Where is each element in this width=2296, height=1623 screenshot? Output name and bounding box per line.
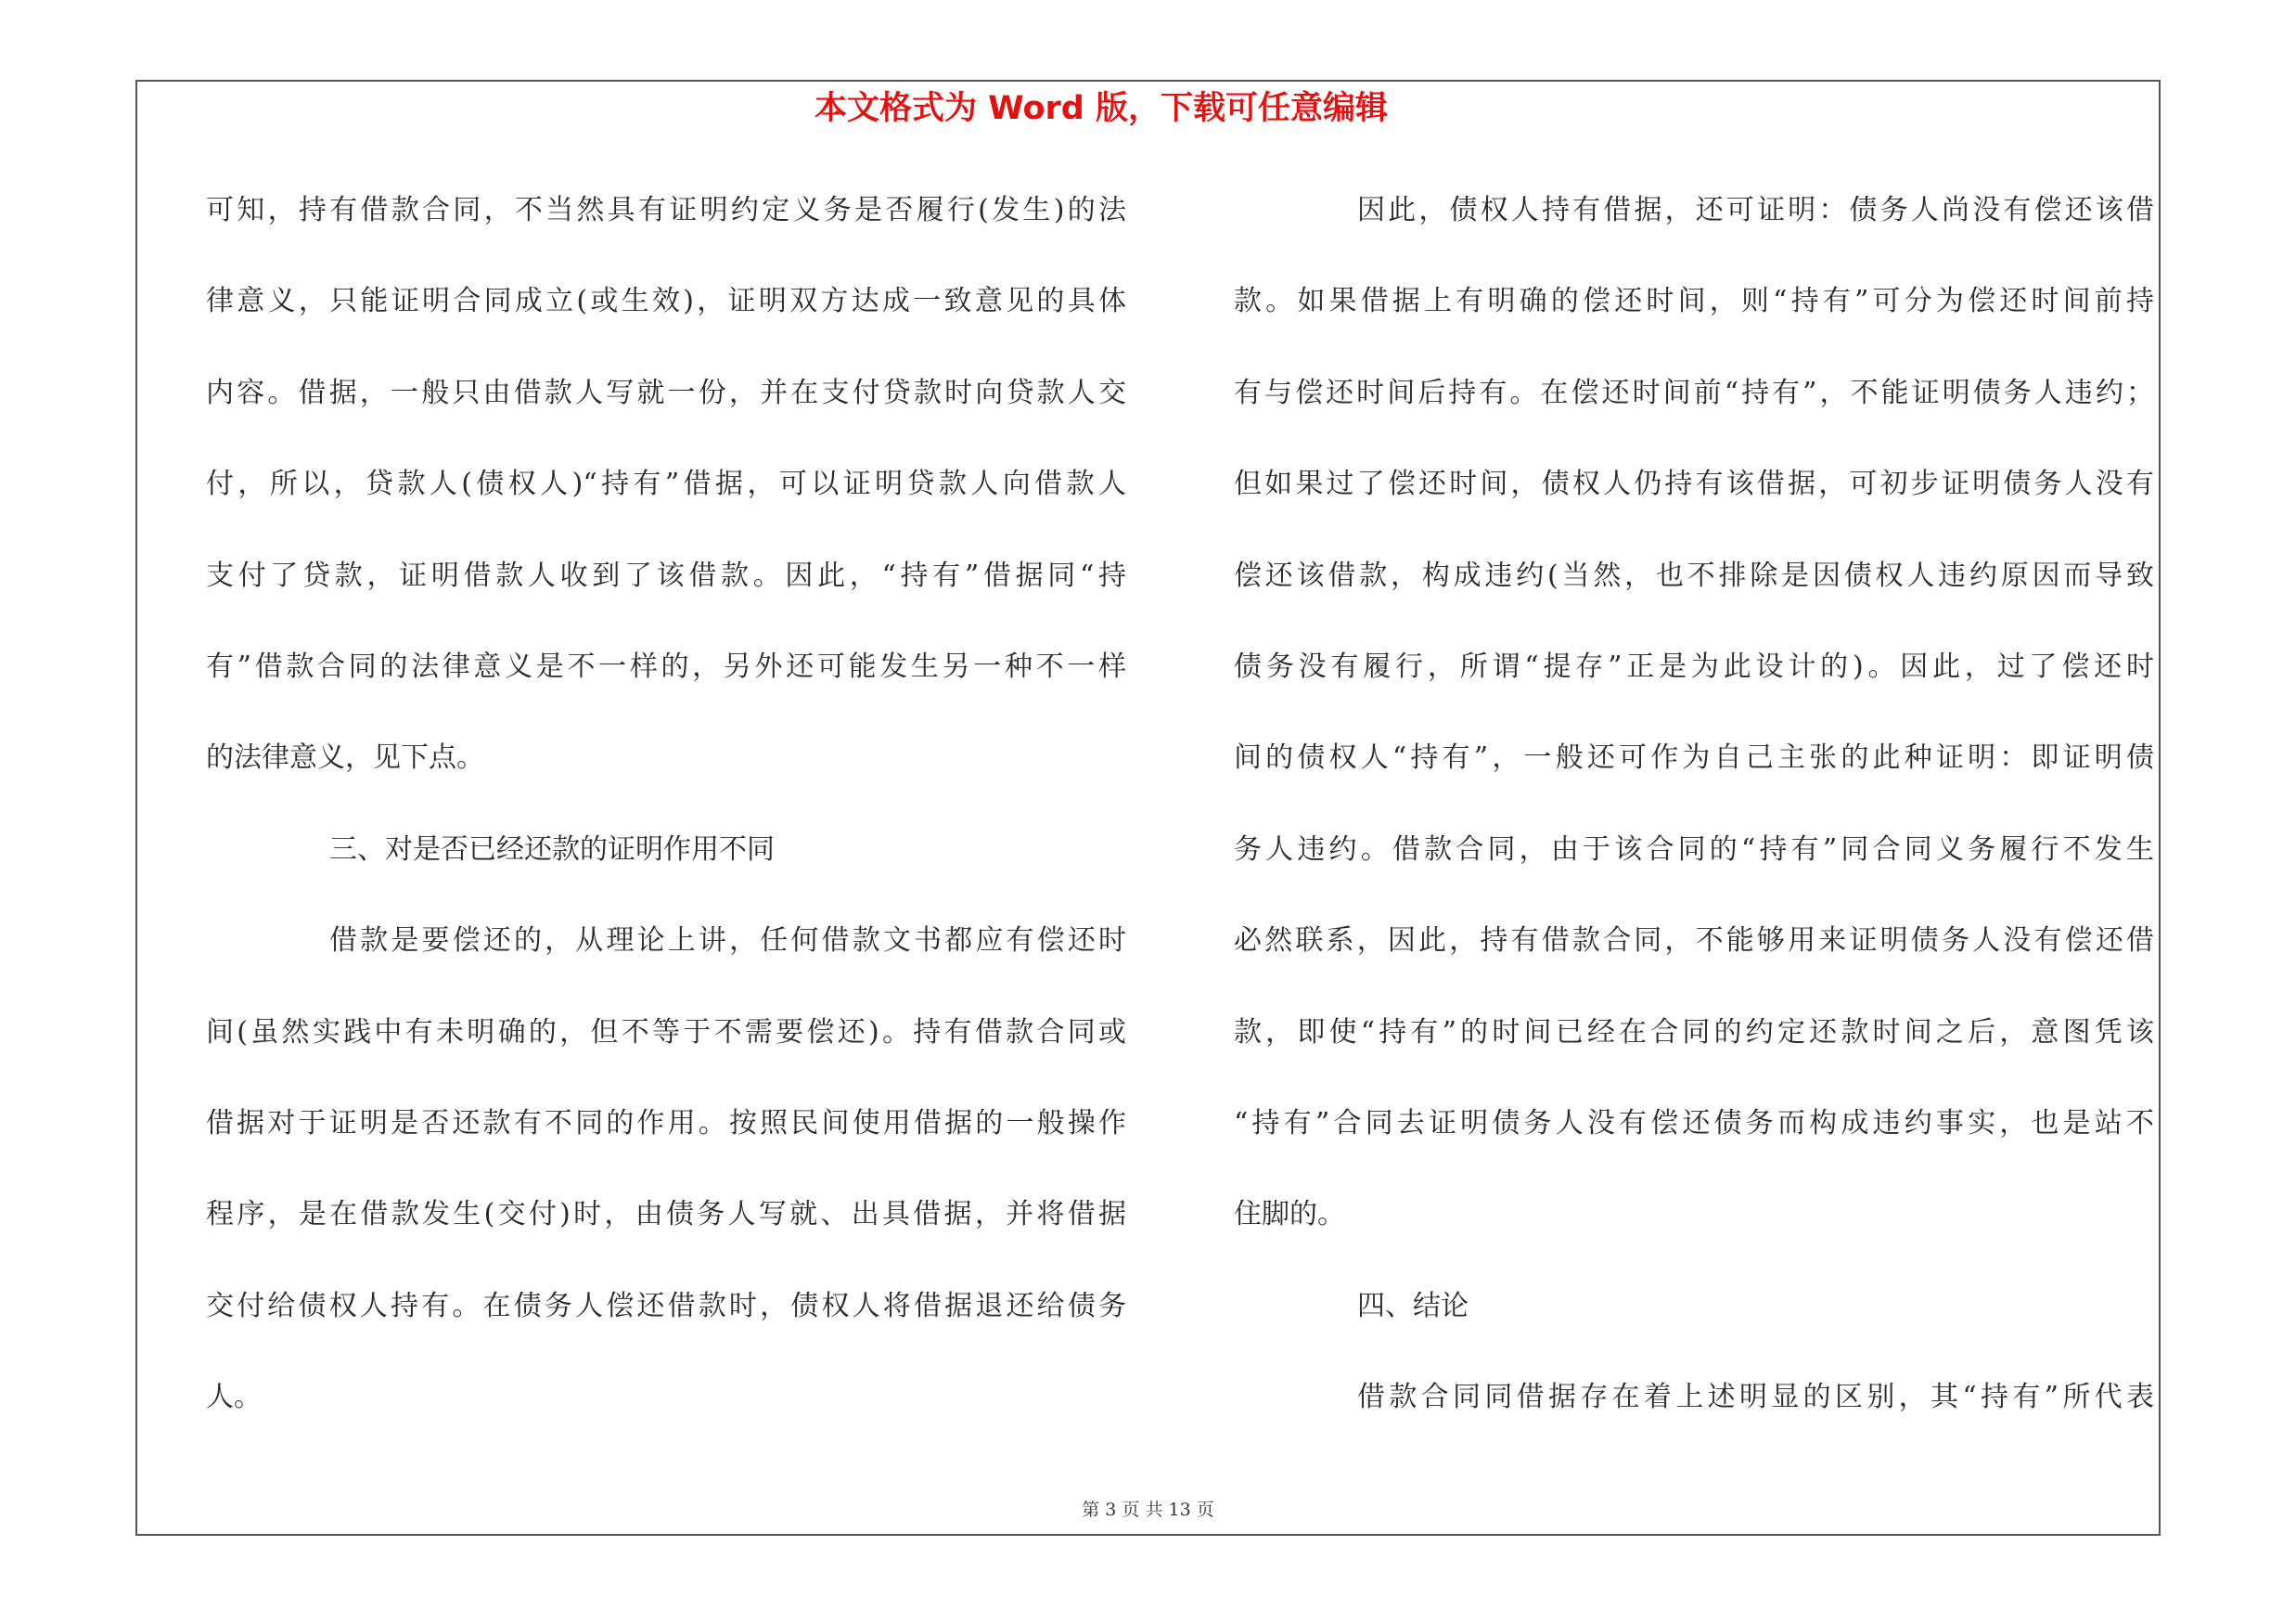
- text-line: 借款是要偿还的，从理论上讲，任何借款文书都应有偿还时: [329, 924, 1126, 958]
- text-line: 的法律意义，见下点。: [206, 741, 484, 775]
- text-line: 款，即使“持有”的时间已经在合同的约定还款时间之后，意图凭该: [1234, 1015, 2154, 1049]
- text-line: 偿还该借款，构成违约(当然，也不排除是因债权人违约原因而导致: [1234, 559, 2154, 592]
- text-line: 借据对于证明是否还款有不同的作用。按照民间使用借据的一般操作: [206, 1106, 1126, 1140]
- text-line: 付，所以，贷款人(债权人)“持有”借据，可以证明贷款人向借款人: [206, 468, 1126, 501]
- text-line: 人。: [206, 1381, 262, 1414]
- text-line: “持有”合同去证明债务人没有偿还债务而构成违约事实，也是站不: [1234, 1106, 2154, 1140]
- text-line: 可知，持有借款合同，不当然具有证明约定义务是否履行(发生)的法: [206, 194, 1126, 226]
- text-line: 程序，是在借款发生(交付)时，由债务人写就、出具借据，并将借据: [206, 1198, 1126, 1231]
- text-line: 必然联系，因此，持有借款合同，不能够用来证明债务人没有偿还借: [1234, 924, 2154, 958]
- section-heading: 三、对是否已经还款的证明作用不同: [329, 832, 775, 866]
- section-heading: 四、结论: [1357, 1289, 1469, 1322]
- text-line: 间(虽然实践中有未明确的，但不等于不需要偿还)。持有借款合同或: [206, 1015, 1126, 1049]
- text-line: 债务没有履行，所谓“提存”正是为此设计的)。因此，过了偿还时: [1234, 650, 2154, 683]
- text-line: 交付给债权人持有。在债务人偿还借款时，债权人将借据退还给债务: [206, 1289, 1126, 1322]
- text-line: 有”借款合同的法律意义是不一样的，另外还可能发生另一种不一样: [206, 650, 1126, 683]
- text-line: 但如果过了偿还时间，债权人仍持有该借据，可初步证明债务人没有: [1234, 468, 2154, 501]
- page-number: 第 3 页 共 13 页: [1082, 1500, 1214, 1520]
- text-line: 律意义，只能证明合同成立(或生效)，证明双方达成一致意见的具体: [206, 285, 1126, 318]
- right-column: [1234, 165, 2154, 1443]
- text-line: 内容。借据，一般只由借款人写就一份，并在支付贷款时向贷款人交: [206, 376, 1126, 409]
- text-line: 款。如果借据上有明确的偿还时间，则“持有”可分为偿还时间前持: [1234, 285, 2154, 318]
- text-line: 有与偿还时间后持有。在偿还时间前“持有”，不能证明债务人违约；: [1234, 376, 2154, 409]
- text-line: 住脚的。: [1234, 1198, 1345, 1231]
- left-column: [206, 165, 1126, 1443]
- text-line: 务人违约。借款合同，由于该合同的“持有”同合同义务履行不发生: [1234, 832, 2154, 866]
- format-notice: 本文格式为 Word 版，下载可任意编辑: [814, 90, 1389, 127]
- text-line: 支付了贷款，证明借款人收到了该借款。因此，“持有”借据同“持: [206, 559, 1126, 592]
- text-line: 借款合同同借据存在着上述明显的区别，其“持有”所代表: [1357, 1381, 2154, 1414]
- text-line: 间的债权人“持有”，一般还可作为自己主张的此种证明：即证明债: [1234, 741, 2154, 775]
- text-line: 因此，债权人持有借据，还可证明：债务人尚没有偿还该借: [1357, 194, 2154, 226]
